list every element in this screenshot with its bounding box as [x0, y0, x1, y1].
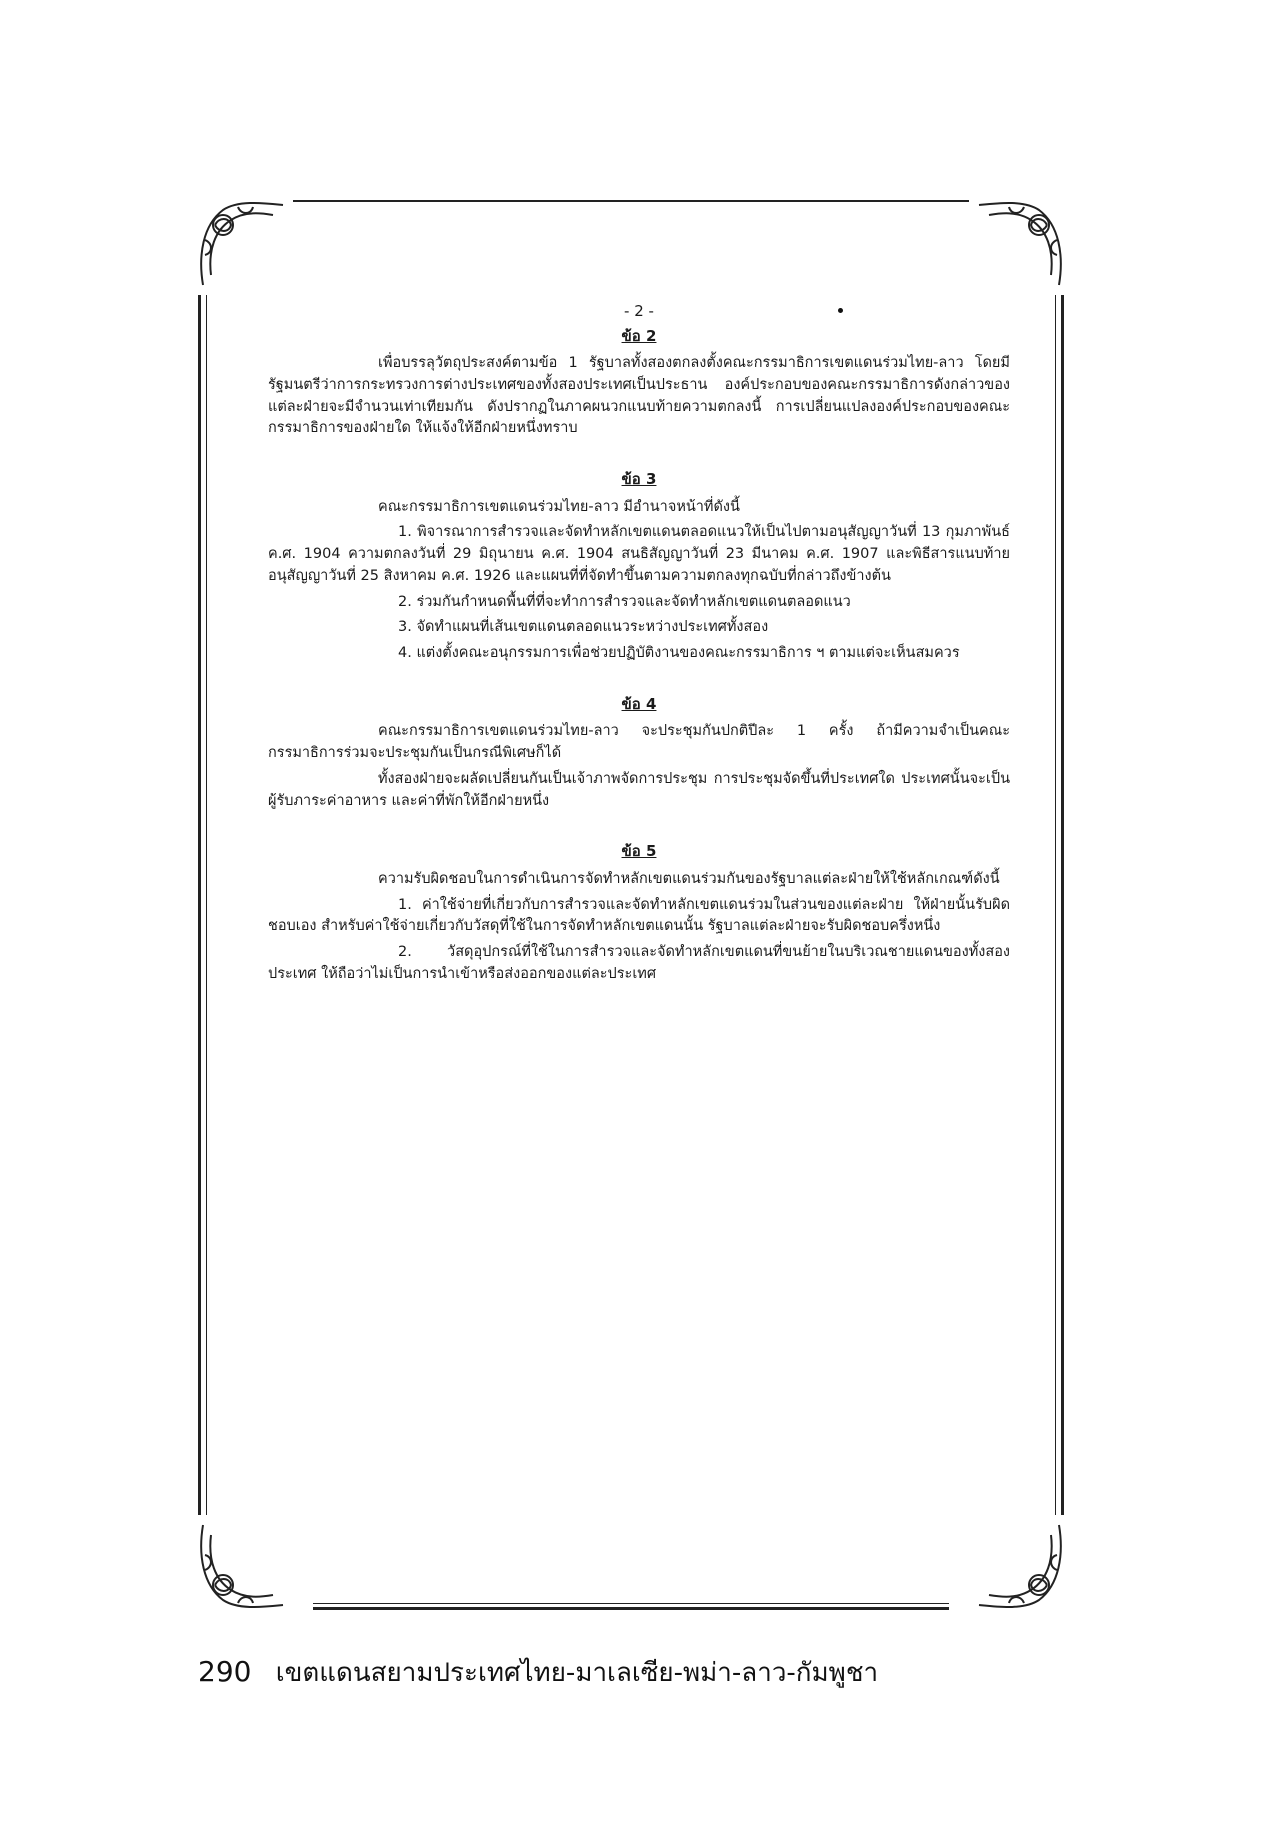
list-item: 1. ค่าใช้จ่ายที่เกี่ยวกับการสำรวจและจัดทำหลักเขตแดนร่วมในส่วนของแต่ละฝ่าย ให้ฝ่ายนั้นรับผิดชอบเอง สำหรับค่าใช้จ่ายเกี่ยวกับวัสดุที่ใช้ในการจัดทำหลักเขตแดนนั้น รัฐบาลแต่ละฝ่ายจะรับผิดชอบครึ่งหนึ่ง [268, 896, 1010, 935]
corner-ornament-icon [193, 195, 293, 295]
section-title: ข้อ 4 [621, 694, 657, 713]
section-title: ข้อ 3 [621, 470, 657, 488]
section-intro: ความรับผิดชอบในการดำเนินการจัดทำหลักเขตแดนร่วมกันของรัฐบาลแต่ละฝ่ายให้ใช้หลักเกณฑ์ดังนี้ [378, 870, 1000, 887]
frame-left-line [198, 295, 201, 1515]
section-title: ข้อ 5 [621, 842, 657, 861]
section-paragraph: คณะกรรมาธิการเขตแดนร่วมไทย-ลาว จะประชุมกันปกติปีละ 1 ครั้ง ถ้ามีความจำเป็นคณะกรรมาธิการร่วมจะประชุมกันเป็นกรณีพิเศษก็ได้ [268, 723, 1010, 761]
list-item: 1. พิจารณาการสำรวจและจัดทำหลักเขตแดนตลอดแนวให้เป็นไปตามอนุสัญญาวันที่ 13 กุมภาพันธ์ ค.ศ. 1904 ความตกลงวันที่ 29 มิถุนายน ค.ศ. 1904 สนธิสัญญาวันที่ 23 มีนาคม ค.ศ. 1907 และพิธีสารแนบท้าย อนุสัญญาวันที่ 25 สิงหาคม ค.ศ. 1926 และแผนที่ที่จัดทำขึ้นตามความตกลงทุกฉบับที่กล่าวถึงข้างต้น [268, 524, 1010, 584]
section-paragraph: ทั้งสองฝ่ายจะผลัดเปลี่ยนกันเป็นเจ้าภาพจัดการประชุม การประชุมจัดขึ้นที่ประเทศใด ประเทศนั้นจะเป็นผู้รับภาระค่าอาหาร และค่าที่พักให้อีกฝ่ายหนึ่ง [268, 770, 1010, 809]
footer-book-title: เขตแดนสยามประเทศไทย-มาเลเซีย-พม่า-ลาว-กัมพูชา [275, 1658, 879, 1688]
frame-right-line-inner [1055, 295, 1056, 1515]
list-item: 2. วัสดุอุปกรณ์ที่ใช้ในการสำรวจและจัดทำหลักเขตแดนที่ขนย้ายในบริเวณชายแดนของทั้งสองประเทศ ให้ถือว่าไม่เป็นการนำเข้าหรือส่งออกของแต่ละประเทศ [268, 944, 1010, 982]
corner-ornament-icon [969, 1515, 1069, 1615]
section-title: ข้อ 2 [621, 326, 657, 345]
section-paragraph: เพื่อบรรลุวัตถุประสงค์ตามข้อ 1 รัฐบาลทั้งสองตกลงตั้งคณะกรรมาธิการเขตแดนร่วมไทย-ลาว โดยมีรัฐมนตรีว่าการกระทรวงการต่างประเทศของทั้งสองประเทศเป็นประธาน องค์ประกอบของคณะกรรมาธิการดังกล่าวของแต่ละฝ่ายจะมีจำนวนเท่าเทียมกัน ดังปรากฏในภาคผนวกแนบท้ายความตกลงนี้ การเปลี่ยนแปลงองค์ประกอบของคณะกรรมาธิการของฝ่ายใด ให้แจ้งให้อีกฝ่ายหนึ่งทราบ [268, 355, 1010, 437]
frame-right-line [1061, 295, 1064, 1515]
frame-bottom-line [313, 1607, 949, 1610]
corner-ornament-icon [969, 195, 1069, 295]
book-footer [198, 1652, 1098, 1693]
frame-bottom-line-inner [313, 1603, 949, 1604]
list-item: 3. จัดทำแผนที่เส้นเขตแดนตลอดแนวระหว่างประเทศทั้งสอง [398, 619, 769, 636]
list-item: 4. แต่งตั้งคณะอนุกรรมการเพื่อช่วยปฏิบัติงานของคณะกรรมาธิการ ฯ ตามแต่จะเห็นสมควร [398, 645, 960, 661]
corner-ornament-icon [193, 1515, 293, 1615]
frame-left-line-inner [206, 295, 207, 1515]
section-intro: คณะกรรมาธิการเขตแดนร่วมไทย-ลาว มีอำนาจหน้าที่ดังนี้ [378, 498, 740, 515]
list-item: 2. ร่วมกันกำหนดพื้นที่ที่จะทำการสำรวจและจัดทำหลักเขตแดนตลอดแนว [398, 593, 851, 610]
document-body [268, 300, 1010, 990]
frame-top-line [293, 200, 969, 202]
page-number: - 2 - [624, 302, 654, 320]
footer-page-number: 290 [198, 1655, 252, 1688]
